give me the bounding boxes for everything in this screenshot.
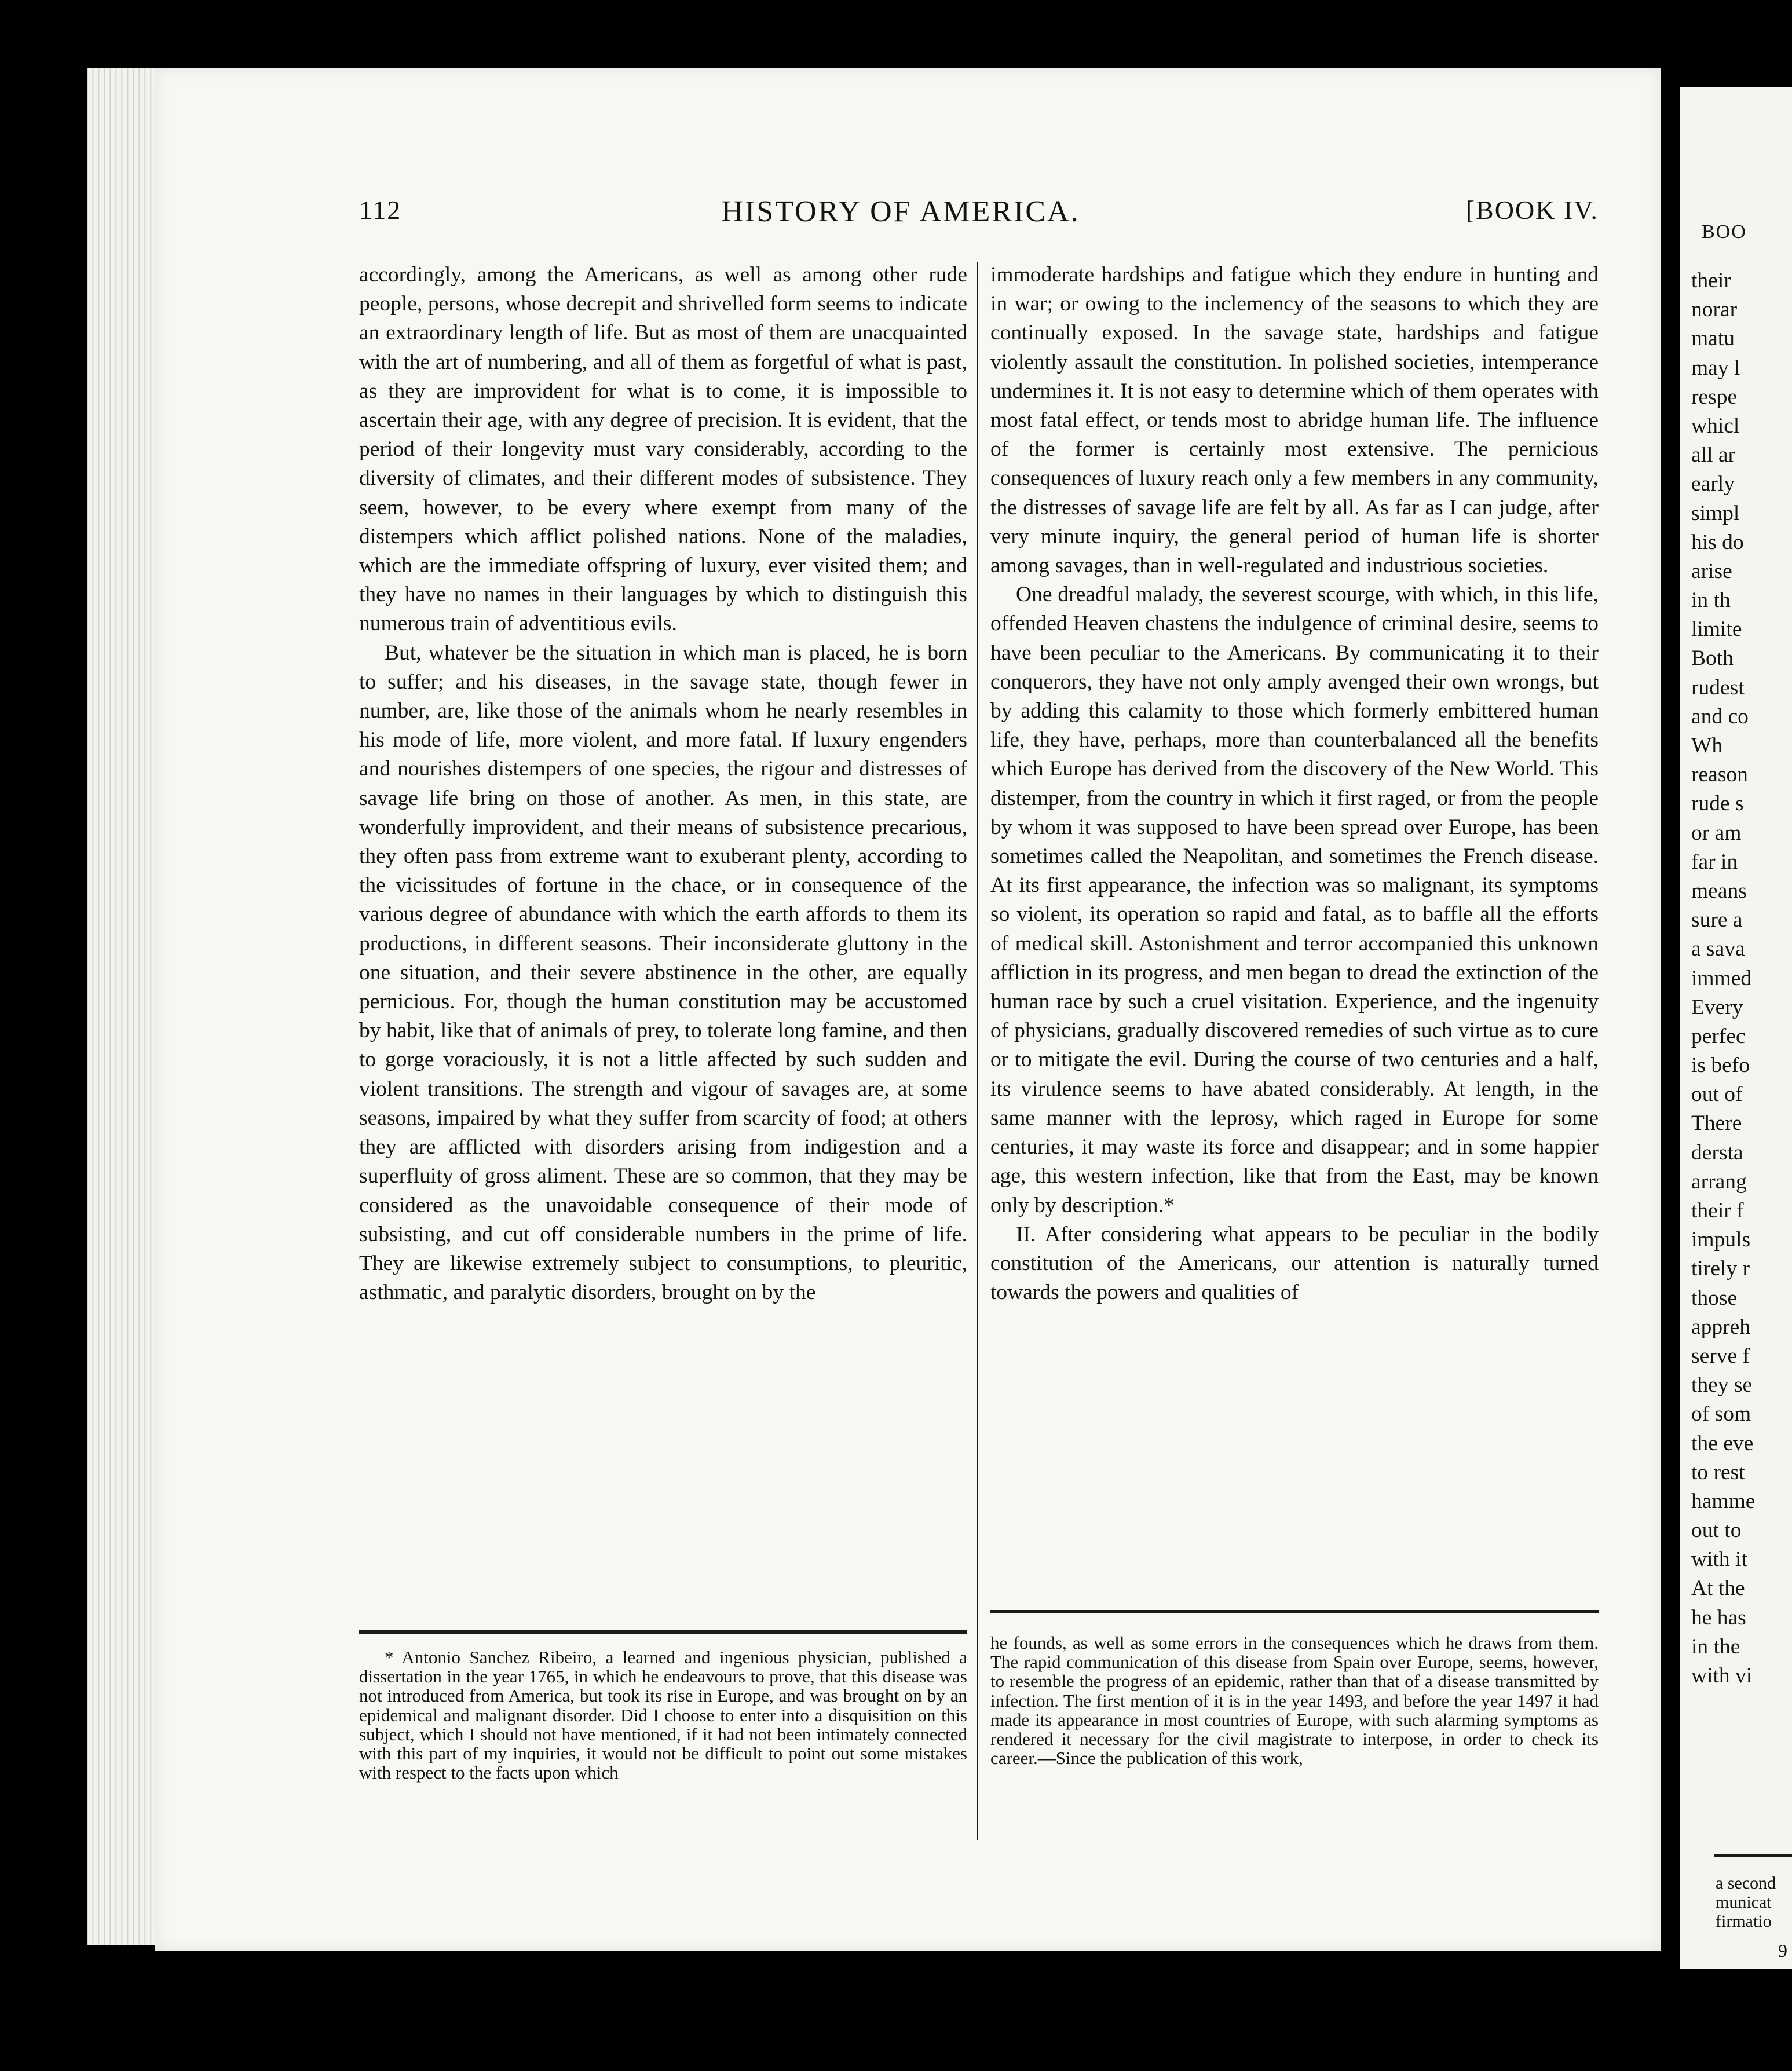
facing-page-line: they se: [1691, 1373, 1753, 1397]
facing-page-line: their: [1691, 269, 1731, 292]
facing-page-line: tirely r: [1691, 1257, 1750, 1281]
facing-page-line: rudest: [1691, 675, 1745, 700]
running-head: [203, 195, 1599, 235]
facing-page-footnote: [1716, 1874, 1776, 1931]
right-column: [990, 261, 1599, 1307]
facing-page-line: whicl: [1691, 414, 1740, 438]
footnote-rule: [990, 1610, 1599, 1613]
facing-page-line: far in: [1691, 850, 1738, 874]
facing-page-line: Every: [1691, 995, 1743, 1019]
facing-page-line: There: [1691, 1111, 1742, 1136]
paragraph: immoderate hardships and fatigue which they endure in hunting and in war; or owing to the inclemency of the seasons to which they are continually exposed. In the savage state, hardships and fatigue violently assault the constitution. In polished societies, intemperance undermines it. It is not easy to determine which of them operates with most fatal effect, or tends most to abridge human life. The influence of the former is certainly most extensive. The pernicious consequences of luxury reach only a few members in any community, the distresses of savage life are felt by all. As far as I can judge, after very minute inquiry, the general period of human life is shorter among savages, than in well-regulated and industrious societies.: [990, 263, 1599, 578]
facing-page-line: in th: [1691, 588, 1731, 613]
facing-page-line: their f: [1691, 1199, 1744, 1223]
facing-page-line: with vi: [1691, 1664, 1753, 1688]
facing-page-line: his do: [1691, 530, 1744, 554]
facing-footnote-rule: [1714, 1854, 1792, 1857]
facing-page-line: reason: [1691, 763, 1748, 787]
facing-page-text: [1691, 266, 1792, 1691]
facing-page-line: a sava: [1691, 937, 1745, 961]
footnote-right: [990, 1633, 1599, 1768]
facing-page-line: hamme: [1691, 1489, 1756, 1513]
facing-page-line: those: [1691, 1286, 1738, 1310]
left-column: [359, 261, 967, 1307]
facing-page-line: sure a: [1691, 908, 1743, 932]
paragraph: II. After considering what appears to be peculiar in the bodily constitution of the Americans, our attention is naturally turned towards the powers and qualities of: [990, 1222, 1599, 1305]
facing-page-line: matu: [1691, 327, 1735, 351]
paragraph: But, whatever be the situation in which man is placed, he is born to suffer; and his diseases, in the savage state, though fewer in number, are, like those of the animals whom he nearly resembles in his mode of life, more violent, and more fatal. If luxury engenders and nourishes distempers of one species, the rigour and distresses of savage life bring on those of another. As men, in this state, are wonderfully improvident, and their means of subsistence precarious, they often pass from extreme want to exuberant plenty, according to the vicissitudes of fortune in the chace, or in consequence of the various degree of abundance with which the earth affords to them its productions, in different seasons. Their inconsiderate gluttony in the one situation, and their severe abstinence in the other, are equally pernicious. For, though the human constitution may be accustomed by habit, like that of animals of prey, to tolerate long famine, and then to gorge voraciously, it is not a little affected by such sudden and violent transitions. The strength and vigour of savages are, at some seasons, impaired by what they suffer from scarcity of food; at others they are afflicted with disorders arising from indigestion and a superfluity of gross aliment. These are so common, that they may be considered as the unavoidable consequence of their mode of subsisting, and cut off considerable numbers in the prime of life. They are likewise extremely subject to consumptions, to pleuritic, asthmatic, and paralytic disorders, brought on by the: [359, 641, 967, 1305]
facing-page-line: to rest: [1691, 1460, 1745, 1484]
facing-page-line: perfec: [1691, 1024, 1746, 1048]
facing-page-line: in the: [1691, 1634, 1740, 1659]
column-divider: [977, 262, 978, 1840]
facing-page-line: may l: [1691, 356, 1740, 380]
running-title: HISTORY OF AMERICA.: [721, 195, 1080, 228]
facing-page-line: dersta: [1691, 1140, 1743, 1165]
footnote-rule: [359, 1630, 967, 1634]
facing-page-line: arise: [1691, 559, 1732, 583]
facing-page-line: simpl: [1691, 501, 1740, 525]
facing-page-line: or am: [1691, 821, 1742, 845]
facing-page-line: rude s: [1691, 792, 1744, 816]
facing-page-line: he has: [1691, 1605, 1746, 1630]
facing-page-line: with it: [1691, 1547, 1747, 1572]
facing-page-line: the eve: [1691, 1431, 1754, 1455]
facing-page-header: BOO: [1702, 221, 1747, 243]
facing-page-line: respe: [1691, 385, 1738, 409]
footnote-left: [359, 1648, 967, 1782]
facing-page-line: limite: [1691, 617, 1742, 642]
facing-page-line: At the: [1691, 1576, 1745, 1601]
signature-mark: 9: [1778, 1940, 1787, 1961]
facing-page-line: means: [1691, 879, 1747, 903]
facing-page: [1680, 87, 1792, 1969]
book-label: [BOOK IV.: [1465, 195, 1599, 225]
facing-page-line: early: [1691, 472, 1735, 496]
facing-footnote-line: firmatio: [1716, 1912, 1772, 1931]
facing-footnote-line: municat: [1716, 1893, 1772, 1912]
facing-page-line: serve f: [1691, 1344, 1750, 1368]
facing-page-line: Both: [1691, 646, 1734, 671]
facing-page-line: all ar: [1691, 443, 1735, 467]
facing-page-line: is befo: [1691, 1053, 1750, 1078]
footnote-text: * Antonio Sanchez Ribeiro, a learned and ingenious physician, published a dissertation in the year 1765, in which he endeavours to prove, that this disease was not introduced from America, but took its rise in Europe, and was brought on by an epidemical and malignant disorder. Did I choose to enter into a disquisition on this subject, which I should not have mentioned, if it had not been intimately connected with this part of my inquiries, it would not be difficult to point out some mistakes with respect to the facts upon which: [359, 1647, 967, 1783]
facing-page-line: immed: [1691, 966, 1752, 990]
paragraph: One dreadful malady, the severest scourge, with which, in this life, offended Heaven chastens the indulgence of criminal desire, seems to have been peculiar to the Americans. By communicating it to their conquerors, they have not only amply avenged their own wrongs, but by adding this calamity to those which formerly embittered human life, they have, perhaps, more than counterbalanced all the benefits which Europe has derived from the discovery of the New World. This distemper, from the country in which it first raged, or from the people by whom it was supposed to have been spread over Europe, has been sometimes called the Neapolitan, and sometimes the French disease. At its first appearance, the infection was so malignant, its symptoms so violent, its operation so rapid and fatal, as to baffle all the efforts of medical skill. Astonishment and terror accompanied this unknown affliction in its progress, and men began to dread the extinction of the human race by such a cruel visitation. Experience, and the ingenuity of physicians, gradually discovered remedies of such virtue as to cure or to mitigate the evil. During the course of two centuries and a half, its virulence seems to have abated considerably. At length, in the same manner with the leprosy, which raged in Europe for some centuries, it may waste its force and disappear; and in some happier age, this western infection, like that from the East, may be known only by description.*: [990, 583, 1599, 1217]
facing-footnote-line: a second: [1716, 1874, 1776, 1893]
facing-page-line: of som: [1691, 1402, 1751, 1426]
page-number: 112: [359, 195, 402, 225]
facing-page-line: impuls: [1691, 1228, 1751, 1252]
facing-page-line: norar: [1691, 298, 1738, 322]
facing-page-line: arrang: [1691, 1169, 1747, 1194]
facing-page-line: out to: [1691, 1519, 1742, 1543]
facing-page-line: out of: [1691, 1082, 1743, 1107]
facing-page-line: Wh: [1691, 734, 1723, 758]
paragraph: accordingly, among the Americans, as well as among other rude people, persons, whose decrepit and shrivelled form seems to indicate an extraordinary length of life. But as most of them are unacquainted with the art of numbering, and all of them as forgetful of what is past, as they are improvident for what is to come, it is impossible to ascertain their age, with any degree of precision. It is evident, that the period of their longevity must vary considerably, according to the diversity of climates, and their different modes of subsistence. They seem, however, to be every where exempt from many of the distempers which afflict polished nations. None of the maladies, which are the immediate offspring of luxury, ever visited them; and they have no names in their languages by which to distinguish this numerous train of adventitious evils.: [359, 263, 967, 636]
footnote-text: he founds, as well as some errors in the consequences which he draws from them. The rapid communication of this disease from Spain over Europe, seems, however, to resemble the progress of an epidemic, rather than that of a disease transmitted by infection. The first mention of it is in the year 1493, and before the year 1497 it had made its appearance in most countries of Europe, with such alarming symptoms as rendered it necessary for the civil magistrate to interpose, in order to check its career.—Since the publication of this work,: [990, 1633, 1599, 1769]
facing-page-line: and co: [1691, 704, 1749, 729]
facing-page-line: appreh: [1691, 1315, 1751, 1339]
